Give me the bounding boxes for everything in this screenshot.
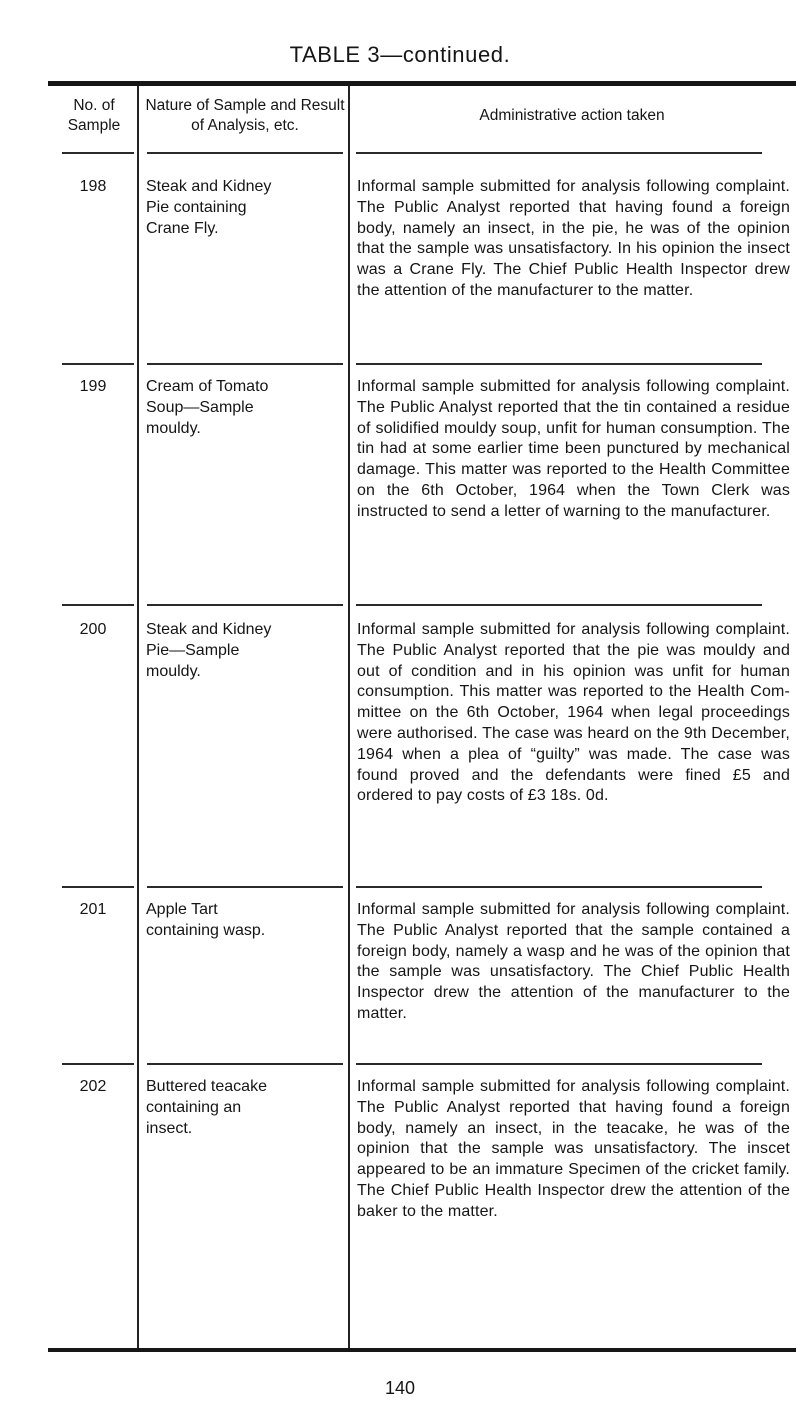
row-separator [356,886,762,888]
row-separator [62,604,134,606]
header-separator [356,152,762,154]
page-number: 140 [384,1378,416,1398]
sample-number: 198 [79,178,107,195]
administrative-action: Informal sample submitted for analysis following complaint. The Public Analyst reported that the pie was mouldy and out of condition and in his opinion was unfit for human consumption. This matter was reported to the Health Com- mittee on the 6th October, 1964 when legal proceedings were authorised. The case was heard on the 9th December, 1964 when a plea of “guilty” was made. The case was found proved and the defendants were fined £5 and ordered to pay costs of £3 18s. 0d. [357,621,790,805]
row-separator [62,1063,134,1065]
column-header-nature: Nature of Sample and Result of Analysis, etc. [145,97,345,134]
row-separator [356,604,762,606]
sample-number: 199 [79,378,107,395]
sample-nature: Apple Tart containing wasp. [146,901,266,939]
table-top-rule [48,81,796,86]
administrative-action: Informal sample submitted for analysis following complaint. The Public Analyst reported that having found a foreign body, namely an insect, in the teacake, he was of the opinion that the sample was unsatisfactory. The inscet appeared to be an immature Specimen of the cricket family. The Chief Public Health Inspector drew the attention of the baker to the matter. [357,1078,790,1220]
header-separator [62,152,134,154]
row-separator [62,363,134,365]
header-separator [147,152,343,154]
row-separator [147,604,343,606]
column-header-action: Administrative action taken [479,107,665,124]
row-separator [147,363,343,365]
administrative-action: Informal sample submitted for analysis following complaint. The Public Analyst reported that having found a foreign body, namely an insect, in the pie, he was of the opinion that the sample was unsatisfactory. In his opinion the insect was a Crane Fly. The Chief Public Health Inspector drew the attention of the manufacturer to the matter. [357,178,790,299]
sample-nature: Buttered teacake containing an insect. [146,1078,267,1137]
row-separator [147,1063,343,1065]
administrative-action: Informal sample submitted for analysis following complaint. The Public Analyst reported that the sample contained a foreign body, namely a wasp and he was of the opinion that the sample was unsatisfactory. The Chief Public Health Inspector drew the attention of the manufacturer to the matter. [357,901,790,1022]
column-divider-right [348,86,350,1348]
table-bottom-rule [48,1348,796,1352]
sample-number: 202 [79,1078,107,1095]
row-separator [62,886,134,888]
sample-number: 200 [79,621,107,638]
row-separator [356,1063,762,1065]
administrative-action: Informal sample submitted for analysis following complaint. The Public Analyst reported that the tin contained a residue of solidified mouldy soup, unfit for human consumption. The tin had at some earlier time been punctured by mechanical damage. This matter was reported to the Health Committee on the 6th October, 1964 when the Town Clerk was instructed to send a letter of warning to the manufacturer. [357,378,790,520]
row-separator [356,363,762,365]
row-separator [147,886,343,888]
page-title: TABLE 3—continued. [289,42,511,67]
column-header-sample-number: No. of Sample [67,97,121,134]
sample-number: 201 [79,901,107,918]
sample-nature: Cream of Tomato Soup—Sample mouldy. [146,378,269,437]
sample-nature: Steak and Kidney Pie—Sample mouldy. [146,621,272,680]
sample-nature: Steak and Kidney Pie containing Crane Fly. [146,178,272,237]
column-divider-left [137,86,139,1348]
